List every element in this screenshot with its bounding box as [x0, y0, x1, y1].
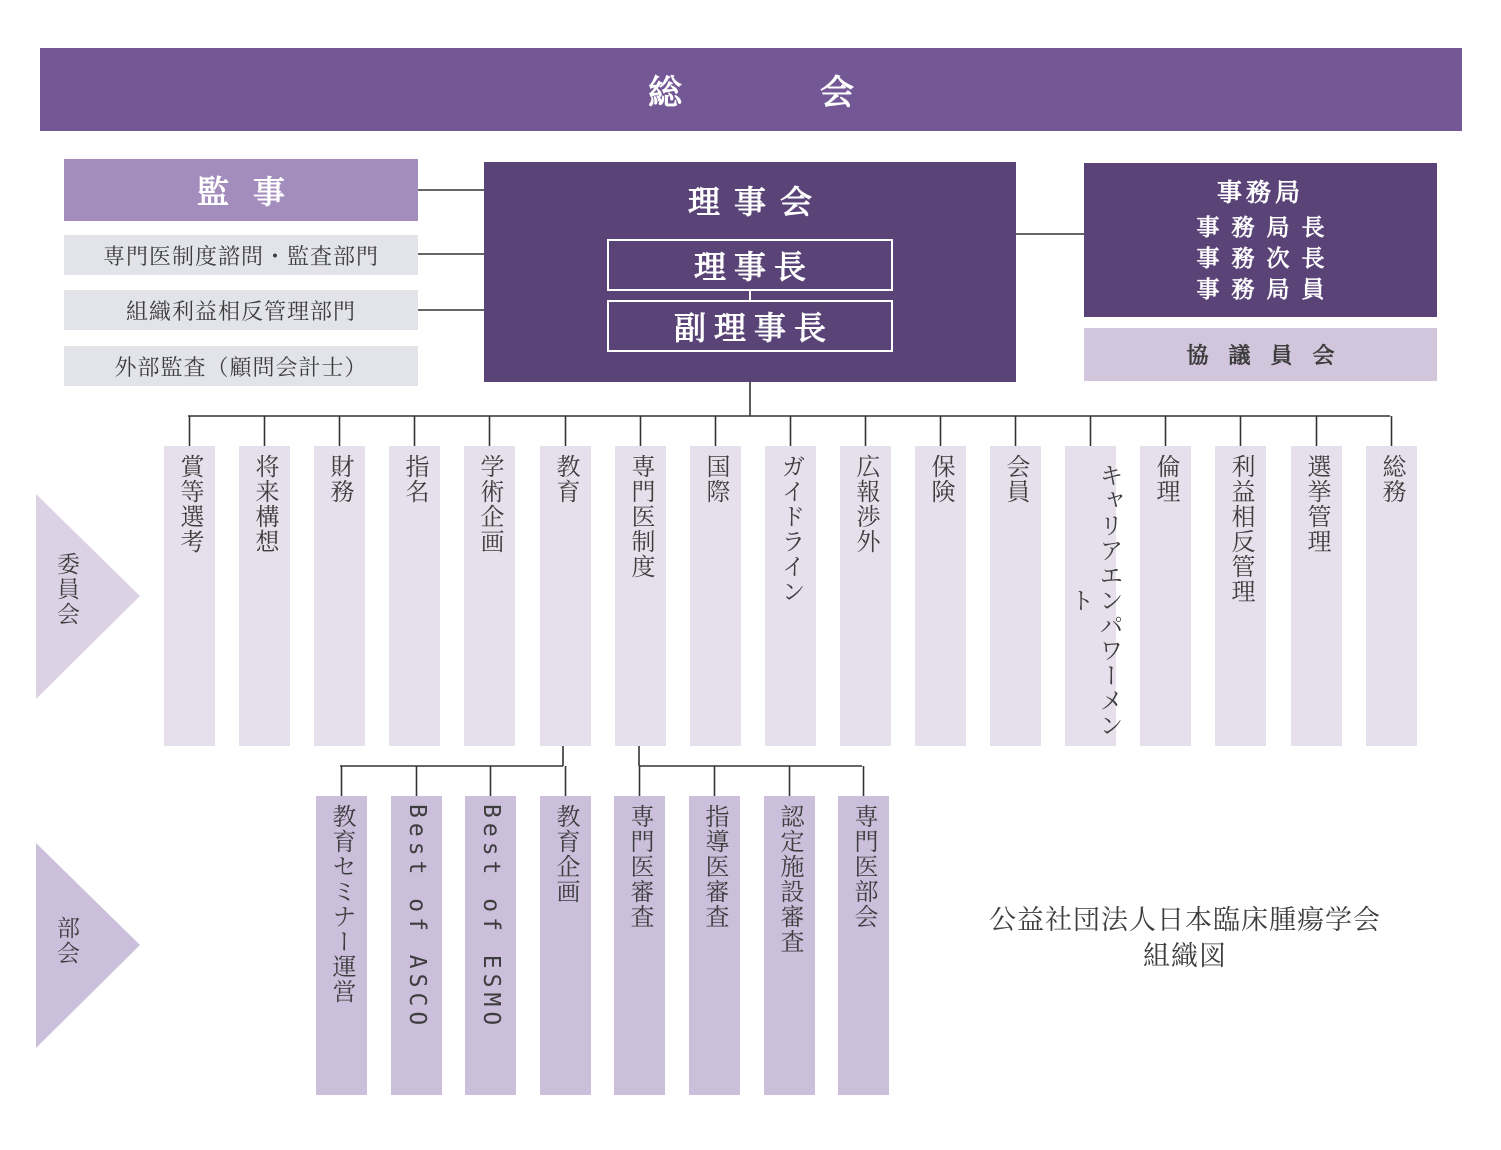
subcommittee-box [465, 796, 516, 1095]
audit-item-specialist-advisory: 専門医制度諮問・監査部門 [64, 235, 418, 275]
committee-box [1291, 446, 1342, 746]
subcommittee-box [614, 796, 665, 1095]
committee-box [690, 446, 741, 746]
committee-box [1215, 446, 1266, 746]
audit-item-conflict-of-interest: 組織利益相反管理部門 [64, 290, 418, 330]
subcommittee-label: 専門医審査 [626, 804, 654, 929]
committee-box [164, 446, 215, 746]
committee-box [840, 446, 891, 746]
committee-label: 選挙管理 [1303, 454, 1331, 554]
secretariat-member: 事務局長 [1196, 215, 1337, 241]
organization-name-line1: 公益社団法人日本臨床腫瘍学会 [989, 905, 1381, 936]
committee-label: 国際 [702, 454, 730, 504]
committee-box [915, 446, 966, 746]
auditor-box: 監事 [64, 159, 418, 221]
committee-label: 財務 [326, 454, 354, 504]
subcommittee-label: 指導医審査 [701, 804, 729, 929]
subcommittee-box [316, 796, 367, 1095]
committee-label: 賞等選考 [176, 454, 204, 554]
committee-box [990, 446, 1041, 746]
committee-arrow [36, 494, 140, 699]
subcommittee-label: 認定施設審査 [776, 804, 804, 954]
subcommittee-box [838, 796, 889, 1095]
subcommittee-box [391, 796, 442, 1095]
committee-box [464, 446, 515, 746]
board-title: 理事会 [687, 183, 826, 221]
committee-box [1366, 446, 1417, 746]
committee-label: キャリアエンパワーメント [1066, 462, 1123, 738]
committee-label: 指名 [401, 454, 429, 504]
audit-item-external-audit: 外部監査（顧問会計士） [64, 346, 418, 386]
committee-label: ガイドライン [777, 454, 805, 604]
vice-chairman-box: 副理事長 [607, 300, 893, 352]
subcommittee-label: 教育セミナー運営 [328, 804, 356, 1004]
committee-label: 将来構想 [251, 454, 279, 554]
subcommittee-box [689, 796, 740, 1095]
secretariat-member: 事務局員 [1196, 277, 1337, 303]
committee-box [540, 446, 591, 746]
chairman-vice-link [749, 291, 751, 300]
subcommittee-box [540, 796, 591, 1095]
subcommittee-label-text: 部会 [53, 916, 79, 966]
general-assembly-bar: 総 会 [40, 48, 1462, 131]
subcommittee-label: 教育企画 [552, 804, 580, 904]
committee-box [389, 446, 440, 746]
subcommittee-label: Best of ESMO [478, 804, 504, 1031]
secretariat-box [1084, 163, 1437, 317]
committee-label: 利益相反管理 [1227, 454, 1255, 604]
committee-label: 会員 [1002, 454, 1030, 504]
council-box: 協議員会 [1084, 328, 1437, 381]
subcommittee-arrow [36, 843, 140, 1048]
organization-name [940, 903, 1430, 983]
secretariat-members [1084, 213, 1437, 306]
committee-label: 広報渉外 [852, 454, 880, 554]
committee-box [1140, 446, 1191, 746]
committee-label: 総務 [1378, 454, 1406, 504]
committee-label-text: 委員会 [53, 552, 79, 627]
committee-box [765, 446, 816, 746]
chairman-box: 理事長 [607, 239, 893, 291]
committee-box [1065, 446, 1123, 746]
subcommittee-label: 専門医部会 [850, 804, 878, 929]
secretariat-title: 事務局 [1216, 178, 1304, 207]
committee-label: 専門医制度 [627, 454, 655, 579]
committee-label: 学術企画 [476, 454, 504, 554]
committee-box [239, 446, 290, 746]
organization-name-line2: 組織図 [1143, 941, 1227, 972]
committee-box [615, 446, 666, 746]
committee-label: 教育 [552, 454, 580, 504]
committee-box [314, 446, 365, 746]
subcommittee-box [764, 796, 815, 1095]
committee-label: 保険 [927, 454, 955, 504]
secretariat-member: 事務次長 [1196, 246, 1337, 272]
subcommittee-label: Best of ASCO [404, 804, 430, 1031]
committee-label: 倫理 [1152, 454, 1180, 504]
